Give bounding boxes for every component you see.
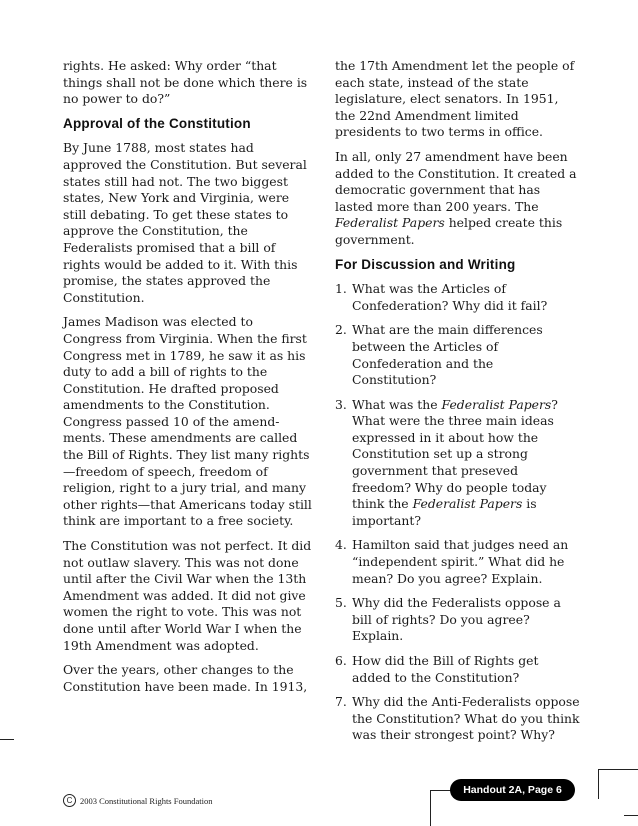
question-6 bbox=[335, 653, 580, 686]
question-list bbox=[335, 281, 580, 744]
question-text: What was the Articles of Confederation? Why did it fail? bbox=[352, 281, 548, 313]
question-5 bbox=[335, 595, 580, 645]
text-segment: ? What were the three main ideas expressed in it about how the Constitution set up a strong government that preseved freedom? Why do people today think the bbox=[352, 396, 558, 512]
right-column bbox=[335, 58, 580, 752]
question-number: 3. bbox=[335, 396, 347, 412]
question-text: Hamilton said that judges need an “independent spirit.” What did he mean? Do you agree? Explain. bbox=[352, 537, 569, 586]
question-1 bbox=[335, 281, 580, 314]
text-segment: In all, only 27 amendment have been added to the Constitution. It created a democratic government that has lasted more than 200 years. The bbox=[335, 148, 577, 214]
question-3 bbox=[335, 397, 580, 530]
crop-mark-bottom-right bbox=[624, 815, 638, 816]
question-text: Why did the Federalists oppose a bill of rights? Do you agree? Explain. bbox=[352, 595, 561, 644]
text-segment: What was the bbox=[352, 396, 442, 412]
copyright-icon: C bbox=[63, 794, 76, 807]
left-column bbox=[63, 58, 313, 703]
text-segment: is important? bbox=[352, 496, 537, 528]
question-text: What are the main differences between the Articles of Confederation and the Constitution? bbox=[352, 322, 543, 388]
crop-mark-footer-vertical bbox=[430, 790, 431, 826]
crop-mark-footer-line bbox=[430, 790, 452, 791]
question-4 bbox=[335, 537, 580, 587]
paragraph-madison: James Madison was elected to Congress from Virginia. When the first Congress met in 1789, he saw it as his duty to add a bill of rights to the Constitution. He drafted proposed amendments to the Constitution. Congress passed 10 of the amend-ments. These amendments are called the Bill of Rights. They list many rights—freedom of speech, freedom of religion, right to a jury trial, and many other rights—that Americans today still think are important to a free society. bbox=[63, 314, 312, 529]
italic-federalist-papers: Federalist Papers bbox=[412, 496, 523, 512]
paragraph-over-the-years: Over the years, other changes to the Constitution have been made. In 1913, bbox=[63, 662, 308, 694]
question-2 bbox=[335, 322, 580, 388]
paragraph-june-1788: By June 1788, most states had approved the Constitution. But several states still had not. The two biggest states, New York and Virginia, were still debating. To get these states to approve the Constitution, the Federalists promised that a bill of rights would be added to it. With this promise, the states approved the Constitution. bbox=[63, 140, 307, 305]
question-7 bbox=[335, 694, 580, 744]
heading-approval: Approval of the Constitution bbox=[63, 115, 251, 131]
question-number: 5. bbox=[335, 595, 347, 611]
question-number: 2. bbox=[335, 322, 347, 338]
text-segment: helped create this government. bbox=[335, 215, 563, 247]
paragraph-17th-amendment: the 17th Amendment let the people of each state, instead of the state legislature, elect senators. In 1951, the 22nd Amendment limited presidents to two terms in office. bbox=[335, 58, 575, 140]
crop-mark-right-vertical bbox=[598, 769, 599, 799]
italic-federalist-papers: Federalist Papers bbox=[441, 396, 552, 412]
crop-mark-left bbox=[0, 739, 14, 740]
copyright-text: 2003 Constitutional Rights Foundation bbox=[80, 795, 213, 806]
footer-copyright bbox=[63, 794, 212, 807]
italic-federalist-papers: Federalist Papers bbox=[335, 215, 445, 231]
question-number: 7. bbox=[335, 694, 347, 710]
paragraph-not-perfect: The Constitution was not perfect. It did not outlaw slavery. This was not done until after the Civil War when the 13th Amendment was added. It did not give women the right to vote. This was not done until after World War I when the 19th Amendment was adopted. bbox=[63, 538, 312, 653]
question-number: 6. bbox=[335, 653, 347, 668]
question-text: Why did the Anti-Federalists oppose the Constitution? What do you think was their strongest point? Why? bbox=[352, 694, 580, 743]
question-number: 4. bbox=[335, 537, 347, 553]
paragraph-27-amendments bbox=[335, 149, 580, 249]
paragraph-intro: rights. He asked: Why order “that things shall not be done which there is no power to do?” bbox=[63, 58, 308, 107]
question-text bbox=[352, 397, 558, 528]
handout-badge: Handout 2A, Page 6 bbox=[450, 779, 575, 801]
question-text: How did the Bill of Rights get added to the Constitution? bbox=[352, 653, 539, 685]
heading-discussion: For Discussion and Writing bbox=[335, 256, 516, 272]
crop-mark-right-horizontal bbox=[598, 769, 638, 770]
question-number: 1. bbox=[335, 281, 347, 297]
